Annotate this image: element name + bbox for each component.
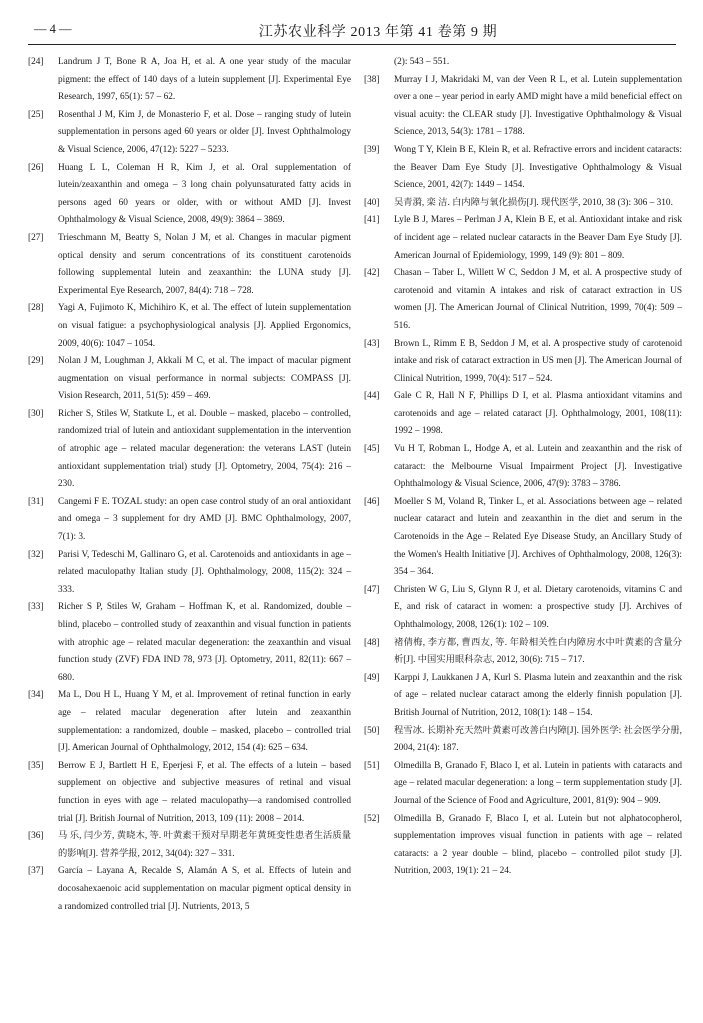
- reference-item: [364, 388, 682, 441]
- reference-number: [36]: [28, 831, 44, 842]
- reference-number: [35]: [28, 760, 44, 771]
- reference-item: [28, 230, 351, 300]
- reference-item: [28, 547, 351, 600]
- reference-number: [24]: [28, 57, 44, 67]
- reference-number: [42]: [364, 268, 380, 279]
- reference-item: [364, 265, 682, 335]
- reference-number: [37]: [28, 866, 44, 877]
- reference-number: [32]: [28, 549, 44, 560]
- reference-number: [31]: [28, 496, 44, 507]
- header-rule: [28, 44, 676, 45]
- reference-text: Vu H T, Robman L, Hodge A, et al. Lutein and zeaxanthin and the risk of cataract: the Melbourne Visual Impairment Project [J]. Investigative Ophthalmology & Visual Science, 2006, 47(9): 3783 – 3786.: [394, 444, 682, 490]
- reference-number: [33]: [28, 602, 44, 613]
- reference-text: Moeller S M, Voland R, Tinker L, et al. Associations between age – related nuclear cataract and lutein and zeaxanthin in the diet and serum in the Carotenoids in the Age – Related Eye Disease Study, an Ancillary Study of the Women's Health Initiative [J]. Archives of Ophthalmology, 2008, 126(3): 354 – 364.: [394, 496, 682, 578]
- reference-item: [28, 107, 351, 160]
- reference-item: [364, 582, 682, 635]
- reference-text: 褚倩梅, 李方都, 曹西友, 等. 年龄相关性白内障房水中叶黄素的含量分析[J]. 中国实用眼科杂志, 2012, 30(6): 715 – 717.: [394, 637, 682, 666]
- reference-number: [49]: [364, 672, 380, 683]
- reference-item: [364, 212, 682, 265]
- reference-number: [34]: [28, 690, 44, 701]
- reference-text: Richer S, Stiles W, Statkute L, et al. Double – masked, placebo – controlled, randomized trial of lutein and antioxidant supplementation in the intervention of atrophic age – related macular degeneration: the veterans LAST (lutein antioxidant supplementation trial) study [J]. Optometry, 2004, 75(4): 216 – 230.: [58, 408, 351, 490]
- reference-item: [364, 441, 682, 494]
- reference-item: [364, 72, 682, 142]
- reference-text: Olmedilla B, Granado F, Blaco I, et al. Lutein in patients with cataracts and age – related macular degeneration: a long – term supplementation study [J]. Journal of the Science of Food and Agriculture, 2001, 81(9): 904 – 909.: [394, 760, 682, 806]
- reference-number: [46]: [364, 496, 380, 507]
- right-column: [364, 54, 682, 881]
- reference-number: [25]: [28, 109, 44, 120]
- reference-item: [364, 811, 682, 881]
- reference-text: Wong T Y, Klein B E, Klein R, et al. Refractive errors and incident cataracts: the Beaver Dam Eye Study [J]. Investigative Ophthalmology & Visual Science, 2001, 42(7): 1449 – 1454.: [394, 144, 682, 191]
- reference-number: [38]: [364, 74, 380, 85]
- reference-text: 马 乐, 闫少芳, 黄晓木, 等. 叶黄素干预对早期老年黄斑变性患者生活质量的影响[J]. 营养学报, 2012, 34(04): 327 – 331.: [58, 831, 351, 859]
- reference-text: Parisi V, Tedeschi M, Gallinaro G, et al. Carotenoids and antioxidants in age – related maculopathy Italian study [J]. Ophthalmology, 2008, 115(2): 324 – 333.: [58, 549, 351, 595]
- reference-item: [28, 406, 351, 494]
- reference-number: [50]: [364, 725, 380, 736]
- reference-item: [364, 723, 682, 758]
- reference-number: [26]: [28, 162, 44, 173]
- reference-text: Chasan – Taber L, Willett W C, Seddon J M, et al. A prospective study of carotenoid and vitamin A intakes and risk of cataract extraction in US women [J]. The American Journal of Clinical Nutrition, 1999, 70(4): 509 – 516.: [394, 268, 682, 331]
- reference-text: Trieschmann M, Beatty S, Nolan J M, et al. Changes in macular pigment optical density and serum concentrations of its constituent carotenoids following supplemental lutein and zeaxanthin: the LUNA study [J]. Experimental Eye Research, 2007, 84(4): 718 – 728.: [58, 232, 351, 296]
- reference-number: [47]: [364, 584, 380, 595]
- reference-text: Brown L, Rimm E B, Seddon J M, et al. A prospective study of carotenoid intake and risk of cataract extraction in US men [J]. The American Journal of Clinical Nutrition, 1999, 70(4): 517 – 524.: [394, 338, 682, 384]
- reference-text: Gale C R, Hall N F, Phillips D I, et al. Plasma antioxidant vitamins and carotenoids and age – related cataract [J]. Ophthalmology, 2001, 108(11): 1992 – 1998.: [394, 391, 682, 437]
- journal-title: 江苏农业科学 2013 年第 41 卷第 9 期: [258, 25, 498, 40]
- reference-number: [29]: [28, 356, 44, 367]
- reference-number: [45]: [364, 444, 380, 455]
- reference-text: Nolan J M, Loughman J, Akkali M C, et al. The impact of macular pigment augmentation on visual performance in normal subjects: COMPASS [J]. Vision Research, 2011, 51(5): 459 – 469.: [58, 356, 351, 402]
- reference-item: [28, 758, 351, 828]
- reference-text: Cangemi F E. TOZAL study: an open case control study of an oral antioxidant and omega – 3 supplement for dry AMD [J]. BMC Ophthalmology, 2007, 7(1): 3.: [58, 496, 351, 543]
- reference-item: [28, 687, 351, 757]
- page-number: — 4 —: [34, 22, 72, 36]
- reference-number: [30]: [28, 408, 44, 419]
- reference-text: Yagi A, Fujimoto K, Michihiro K, et al. The effect of lutein supplementation on visual fatigue: a psychophysiological analysis [J]. Applied Ergonomics, 2009, 40(6): 1047 – 1054.: [58, 303, 351, 349]
- reference-item: [364, 635, 682, 670]
- reference-text: Rosenthal J M, Kim J, de Monasterio F, et al. Dose – ranging study of lutein supplementation in persons aged 60 years or older [J]. Invest Ophthalmology & Visual Science, 2006, 47(12): 5227 – 5233.: [58, 109, 351, 155]
- reference-text: Karppi J, Laukkanen J A, Kurl S. Plasma lutein and zeaxanthin and the risk of age – related nuclear cataract among the elderly finnish population [J]. British Journal of Nutrition, 2012, 108(1): 148 – 154.: [394, 672, 682, 718]
- left-column: [28, 54, 351, 916]
- reference-item: [364, 142, 682, 195]
- reference-item: [28, 160, 351, 230]
- reference-item: [28, 353, 351, 406]
- reference-text: Berrow E J, Bartlett H E, Eperjesi F, et al. The effects of a lutein – based supplement on objective and subjective measures of retinal and visual function in eyes with age – related maculopathy—a randomised controlled trial [J]. British Journal of Nutrition, 2013, 109 (11): 2008 – 2014.: [58, 760, 351, 824]
- reference-number: [51]: [364, 760, 380, 771]
- reference-continuation: (2): 543 – 551.: [394, 57, 450, 67]
- reference-text: 吴青漪, 栾 洁. 白内障与氧化损伤[J]. 现代医学, 2010, 38 (3): 306 – 310.: [394, 197, 673, 208]
- reference-item: [364, 670, 682, 723]
- reference-text: Richer S P, Stiles W, Graham – Hoffman K, et al. Randomized, double – blind, placebo – controlled study of zeaxanthin and visual function in patients with atrophic age – related macular degeneration: the zeaxanthin and visual function study (ZVF) FDA IND 78, 973 [J]. Optometry, 2011, 82(11): 667 – 680.: [58, 602, 351, 683]
- reference-number: [48]: [364, 637, 380, 648]
- reference-text: Landrum J T, Bone R A, Joa H, et al. A one year study of the macular pigment: the effect of 140 days of a lutein supplement [J]. Experimental Eye Research, 1997, 65(1): 57 – 62.: [58, 57, 351, 103]
- reference-item: [364, 336, 682, 389]
- reference-text: 程雪冰. 长期补充天然叶黄素可改善白内障[J]. 国外医学: 社会医学分册, 2004, 21(4): 187.: [394, 725, 682, 754]
- reference-item: [28, 54, 351, 107]
- reference-text: Olmedilla B, Granado F, Blaco I, et al. Lutein but not alphatocopherol, supplementation improves visual function in patients with age – related cataracts: a 2 year double – blind, placebo – controlled pilot study [J]. Nutrition, 2003, 19(1): 21 – 24.: [394, 813, 682, 877]
- reference-number: [44]: [364, 391, 380, 402]
- reference-text: Ma L, Dou H L, Huang Y M, et al. Improvement of retinal function in early age – related macular degeneration after lutein and zeaxanthin supplementation: a randomized, double – masked, placebo – controlled trial [J]. American Journal of Ophthalmology, 2012, 154 (4): 625 – 634.: [58, 690, 351, 754]
- reference-text: García – Layana A, Recalde S, Alamán A S, et al. Effects of lutein and docosahexaenoic acid supplementation on macular pigment optical density in a randomized controlled trial [J]. Nutrients, 2013, 5: [58, 866, 351, 912]
- reference-item: [28, 494, 351, 547]
- reference-text: Lyle B J, Mares – Perlman J A, Klein B E, et al. Antioxidant intake and risk of incident age – related nuclear cataracts in the Beaver Dam Eye Study [J]. American Journal of Epidemiology, 1999, 149 (9): 801 – 809.: [394, 215, 682, 261]
- reference-text: Murray I J, Makridaki M, van der Veen R L, et al. Lutein supplementation over a one – year period in early AMD might have a mild beneficial effect on visual acuity: the CLEAR study [J]. Investigative Ophthalmology & Visual Science, 2013, 54(3): 1781 – 1788.: [394, 74, 682, 138]
- reference-text: Christen W G, Liu S, Glynn R J, et al. Dietary carotenoids, vitamins C and E, and risk of cataract in women: a prospective study [J]. Archives of Ophthalmology, 2008, 126(1): 102 – 109.: [394, 584, 682, 630]
- reference-item: [28, 599, 351, 687]
- reference-item: [28, 828, 351, 863]
- reference-number: [41]: [364, 215, 380, 226]
- reference-number: [39]: [364, 144, 380, 155]
- reference-number: [40]: [364, 197, 380, 208]
- reference-number: [52]: [364, 813, 380, 824]
- reference-item: [28, 863, 351, 916]
- page-header: [28, 20, 676, 46]
- reference-item: [364, 494, 682, 582]
- reference-number: [43]: [364, 338, 380, 349]
- reference-item: [364, 195, 682, 213]
- reference-text: Huang L L, Coleman H R, Kim J, et al. Oral supplementation of lutein/zeaxanthin and omega – 3 long chain polyunsaturated fatty acids in persons aged 60 years or older, with or without AMD [J]. Invest Ophthalmology & Visual Science, 2008, 49(9): 3864 – 3869.: [58, 162, 351, 226]
- reference-number: [27]: [28, 232, 44, 243]
- reference-number: [28]: [28, 303, 44, 314]
- reference-item: [364, 758, 682, 811]
- reference-item: [28, 300, 351, 353]
